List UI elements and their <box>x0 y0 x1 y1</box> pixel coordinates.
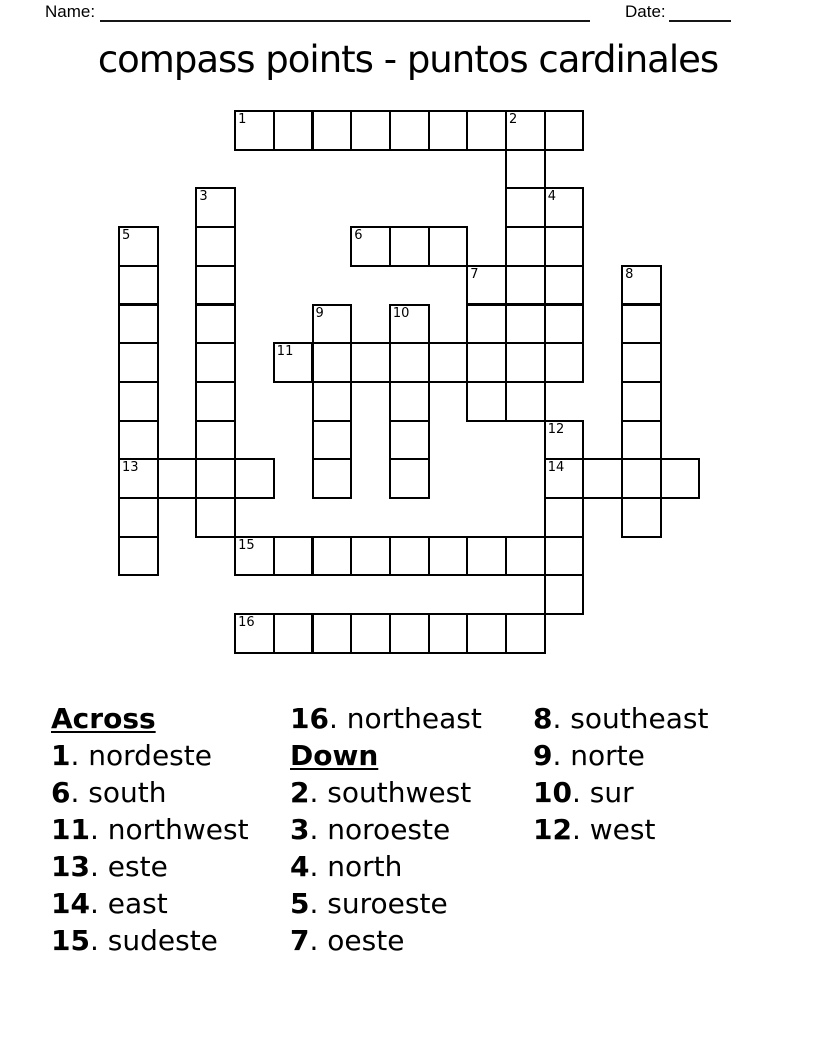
clue-item-5: 5. suroeste <box>290 887 448 920</box>
grid-cell[interactable] <box>312 536 353 577</box>
grid-cell-number: 8 <box>625 266 634 282</box>
grid-cell[interactable] <box>466 265 507 306</box>
grid-cell[interactable] <box>505 226 546 267</box>
grid-cell[interactable] <box>195 420 236 461</box>
grid-cell[interactable] <box>389 420 430 461</box>
grid-cell[interactable] <box>118 226 159 267</box>
grid-cell[interactable] <box>234 536 275 577</box>
grid-cell[interactable] <box>234 110 275 151</box>
clue-item-16: 16. northeast <box>290 702 482 735</box>
grid-cell[interactable] <box>195 497 236 538</box>
clue-item-8: 8. southeast <box>533 702 709 735</box>
grid-cell[interactable] <box>312 381 353 422</box>
grid-cell[interactable] <box>312 304 353 345</box>
clue-item-number: 4 <box>290 850 310 883</box>
grid-cell[interactable] <box>544 458 585 499</box>
name-label: Name: <box>45 2 96 21</box>
clues-heading-across: Across <box>51 702 156 735</box>
grid-cell[interactable] <box>428 536 469 577</box>
grid-cell[interactable] <box>389 613 430 654</box>
grid-cell[interactable] <box>312 458 353 499</box>
grid-cell-number: 6 <box>354 228 363 244</box>
grid-cell[interactable] <box>118 265 159 306</box>
grid-cell[interactable] <box>466 613 507 654</box>
grid-cell[interactable] <box>195 265 236 306</box>
name-blank-line[interactable] <box>100 4 590 22</box>
grid-cell[interactable] <box>195 342 236 383</box>
clue-item-11: 11. northwest <box>51 813 249 846</box>
grid-cell[interactable] <box>195 187 236 228</box>
grid-cell[interactable] <box>660 458 701 499</box>
clues-column <box>533 700 783 848</box>
grid-cell[interactable] <box>621 497 662 538</box>
grid-cell[interactable] <box>234 613 275 654</box>
grid-cell[interactable] <box>389 110 430 151</box>
grid-cell[interactable] <box>544 342 585 383</box>
grid-cell-number: 9 <box>315 305 324 321</box>
clue-item-number: 11 <box>51 813 90 846</box>
grid-cell[interactable] <box>621 458 662 499</box>
grid-cell[interactable] <box>466 381 507 422</box>
grid-cell[interactable] <box>389 304 430 345</box>
grid-cell[interactable] <box>582 458 623 499</box>
grid-cell[interactable] <box>544 226 585 267</box>
grid-cell[interactable] <box>621 381 662 422</box>
clue-item-number: 9 <box>533 739 553 772</box>
clue-item-12: 12. west <box>533 813 656 846</box>
date-blank-line[interactable] <box>669 4 731 22</box>
grid-cell[interactable] <box>505 304 546 345</box>
grid-cell-number: 10 <box>392 305 410 321</box>
grid-cell-number: 12 <box>547 421 565 437</box>
grid-cell[interactable] <box>505 536 546 577</box>
grid-cell[interactable] <box>273 536 314 577</box>
grid-cell[interactable] <box>544 265 585 306</box>
grid-cell-number: 5 <box>122 228 131 244</box>
grid-cell[interactable] <box>505 149 546 190</box>
grid-cell[interactable] <box>544 304 585 345</box>
clue-item-3: 3. noroeste <box>290 813 451 846</box>
grid-cell[interactable] <box>428 613 469 654</box>
clue-item-6: 6. south <box>51 776 167 809</box>
grid-cell[interactable] <box>466 304 507 345</box>
clue-item-1: 1. nordeste <box>51 739 212 772</box>
grid-cell[interactable] <box>312 613 353 654</box>
clue-item-number: 14 <box>51 887 90 920</box>
clue-item-10: 10. sur <box>533 776 634 809</box>
grid-cell[interactable] <box>621 304 662 345</box>
grid-cell-number: 13 <box>122 460 139 476</box>
worksheet-title: compass points - puntos cardinales <box>97 38 719 81</box>
grid-cell[interactable] <box>195 226 236 267</box>
grid-cell[interactable] <box>389 342 430 383</box>
grid-cell-number: 16 <box>238 615 255 631</box>
grid-cell[interactable] <box>273 342 314 383</box>
grid-cell[interactable] <box>505 187 546 228</box>
grid-cell[interactable] <box>273 613 314 654</box>
grid-cell[interactable] <box>118 304 159 345</box>
grid-cell[interactable] <box>544 574 585 615</box>
grid-cell[interactable] <box>544 420 585 461</box>
clues-column <box>290 700 540 959</box>
grid-cell[interactable] <box>195 381 236 422</box>
clue-item-number: 2 <box>290 776 310 809</box>
clues-column <box>51 700 301 959</box>
grid-cell[interactable] <box>621 265 662 306</box>
clue-item-number: 16 <box>290 702 329 735</box>
grid-cell-number: 7 <box>470 266 479 282</box>
grid-cell[interactable] <box>428 226 469 267</box>
grid-cell[interactable] <box>389 226 430 267</box>
grid-cell[interactable] <box>157 458 198 499</box>
date-label: Date: <box>625 2 666 21</box>
clue-item-number: 1 <box>51 739 71 772</box>
grid-cell[interactable] <box>389 458 430 499</box>
grid-cell[interactable] <box>505 110 546 151</box>
clue-item-2: 2. southwest <box>290 776 472 809</box>
grid-cell[interactable] <box>389 381 430 422</box>
grid-cell[interactable] <box>350 613 391 654</box>
grid-cell[interactable] <box>273 110 314 151</box>
grid-cell[interactable] <box>621 342 662 383</box>
grid-cell[interactable] <box>234 458 275 499</box>
grid-cell[interactable] <box>505 381 546 422</box>
clue-item-7: 7. oeste <box>290 924 405 957</box>
grid-cell[interactable] <box>118 342 159 383</box>
grid-cell[interactable] <box>118 458 159 499</box>
grid-cell-number: 15 <box>238 537 255 553</box>
grid-cell[interactable] <box>118 420 159 461</box>
clue-item-number: 3 <box>290 813 310 846</box>
grid-cell-number: 1 <box>238 112 247 127</box>
grid-cell-number: 2 <box>509 112 518 127</box>
grid-cell-number: 11 <box>276 344 294 360</box>
grid-cell[interactable] <box>505 342 546 383</box>
grid-cell[interactable] <box>621 420 662 461</box>
grid-cell[interactable] <box>544 187 585 228</box>
clue-item-number: 7 <box>290 924 310 957</box>
grid-cell[interactable] <box>544 497 585 538</box>
clue-item-9: 9. norte <box>533 739 645 772</box>
grid-cell[interactable] <box>389 536 430 577</box>
grid-cell[interactable] <box>544 110 585 151</box>
clue-item-15: 15. sudeste <box>51 924 218 957</box>
grid-cell[interactable] <box>350 110 391 151</box>
grid-cell[interactable] <box>428 110 469 151</box>
grid-cell[interactable] <box>466 110 507 151</box>
clue-item-4: 4. north <box>290 850 403 883</box>
clue-item-number: 10 <box>533 776 572 809</box>
grid-cell[interactable] <box>312 342 353 383</box>
grid-cell[interactable] <box>544 536 585 577</box>
clue-item-number: 15 <box>51 924 90 957</box>
grid-cell[interactable] <box>312 420 353 461</box>
grid-cell[interactable] <box>466 536 507 577</box>
grid-cell[interactable] <box>195 304 236 345</box>
grid-cell-number: 3 <box>199 189 208 205</box>
grid-cell[interactable] <box>118 497 159 538</box>
clue-item-number: 6 <box>51 776 71 809</box>
clue-item-13: 13. este <box>51 850 168 883</box>
grid-cell-number: 14 <box>547 460 565 476</box>
grid-cell[interactable] <box>350 342 391 383</box>
grid-cell[interactable] <box>466 342 507 383</box>
grid-cell[interactable] <box>505 265 546 306</box>
grid-cell-number: 4 <box>547 189 556 205</box>
grid-cell[interactable] <box>118 381 159 422</box>
grid-cell[interactable] <box>428 342 469 383</box>
grid-cell[interactable] <box>350 226 391 267</box>
grid-cell[interactable] <box>350 536 391 577</box>
grid-cell[interactable] <box>505 613 546 654</box>
grid-cell[interactable] <box>195 458 236 499</box>
grid-cell[interactable] <box>312 110 353 151</box>
clues-heading-down: Down <box>290 739 379 772</box>
grid-cell[interactable] <box>118 536 159 577</box>
clue-item-number: 8 <box>533 702 553 735</box>
clue-item-number: 5 <box>290 887 310 920</box>
clue-item-14: 14. east <box>51 887 168 920</box>
clue-item-number: 12 <box>533 813 572 846</box>
clue-item-number: 13 <box>51 850 90 883</box>
